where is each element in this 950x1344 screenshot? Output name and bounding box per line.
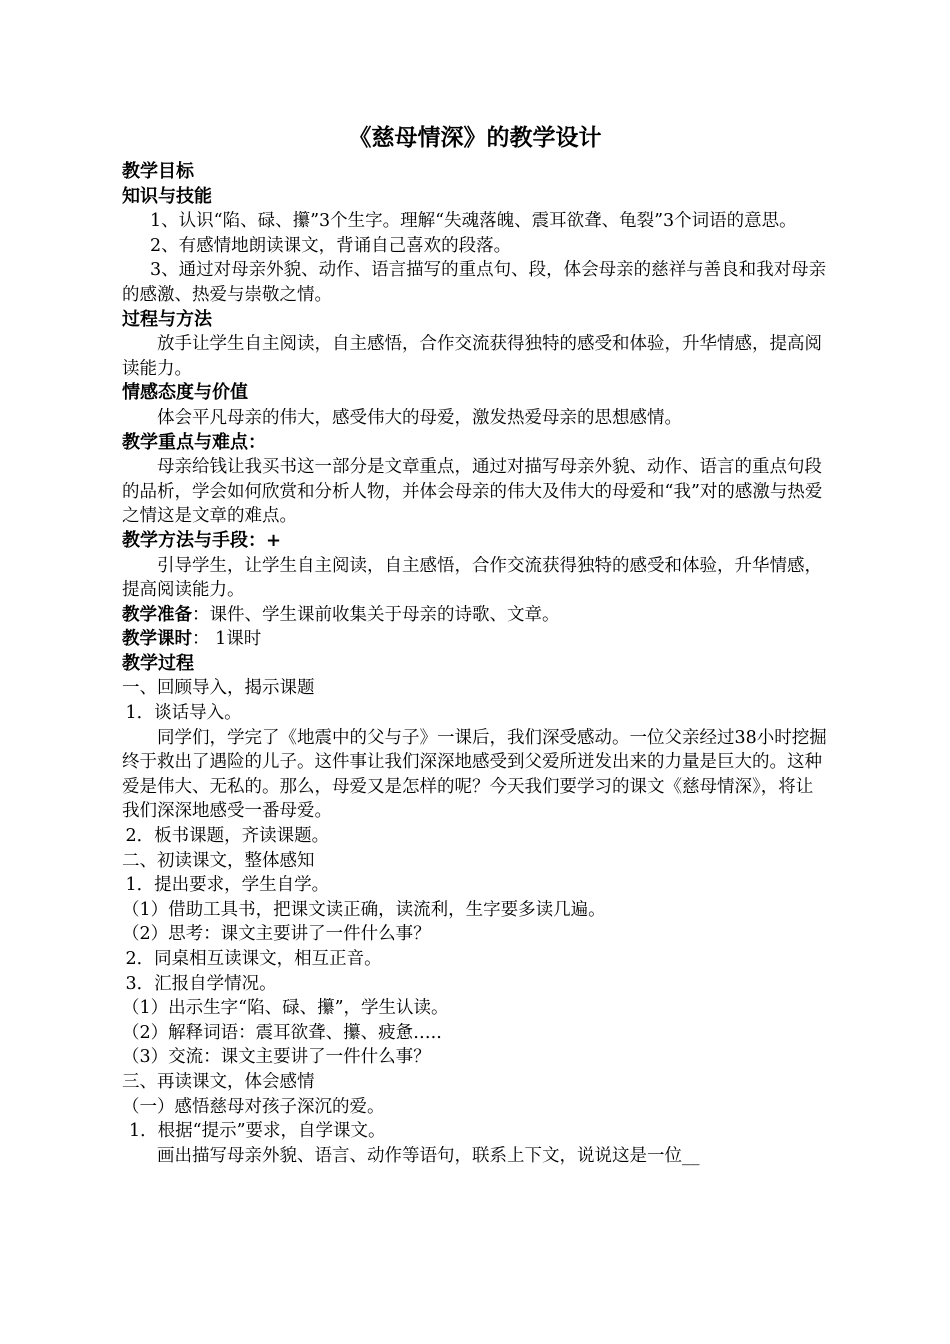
body-paragraph: 一、回顾导入，揭示课题 [122,678,315,699]
body-paragraph: 1．谈话导入。 [125,703,242,724]
body-paragraph: 引导学生，让学生自主阅读，自主感悟，合作交流获得独特的感受和体验，升华情感，提高阅读能力。 [122,555,822,601]
section-heading: 教学过程 [122,652,194,674]
section-heading: 过程与方法 [122,308,212,330]
line-label: 教学准备 [122,604,192,625]
line-text: ：课件、学生课前收集关于母亲的诗歌、文章。 [192,604,560,625]
section-heading: 教学方法与手段：+ [122,529,282,551]
section-heading: 情感态度与价值 [122,382,248,404]
section-heading: 教学重点与难点： [122,431,266,453]
body-paragraph: 体会平凡母亲的伟大，感受伟大的母爱，激发热爱母亲的思想感情。 [157,407,682,428]
body-paragraph: 2．板书课题，齐读课题。 [125,826,330,847]
body-paragraph: 1、认识“陷、碌、攥”3个生字。理解“失魂落魄、震耳欲聋、龟裂”3个词语的意思。 [150,211,797,232]
body-paragraph: （3）交流：课文主要讲了一件什么事？ [122,1047,431,1068]
body-paragraph: （1）出示生字“陷、碌、攥”，学生认读。 [122,998,449,1019]
section-heading: 教学目标 [122,161,194,182]
body-paragraph: 2、有感情地朗读课文，背诵自己喜欢的段落。 [150,235,512,256]
line-label: 教学课时 [122,629,192,650]
labeled-line [122,627,828,652]
body-paragraph: 放手让学生自主阅读，自主感悟，合作交流获得独特的感受和体验，升华情感，提高阅读能力。 [122,334,822,379]
document-page [122,118,828,1168]
body-paragraph: 3．汇报自学情况。 [125,973,277,994]
body-paragraph: 3、通过对母亲外貌、动作、语言描写的重点句、段，体会母亲的慈祥与善良和我对母亲的感激、热爱与崇敬之情。 [122,260,827,305]
body-paragraph: 1．根据“提示”要求，自学课文。 [129,1121,386,1142]
body-paragraph: 2．同桌相互读课文，相互正音。 [125,949,382,969]
body-paragraph: 母亲给钱让我买书这一部分是文章重点，通过对描写母亲外貌、动作、语言的重点句段的品析，学会如何欣赏和分析人物，并体会母亲的伟大及伟大的母爱和“我”对的感激与热爱之情这是文章的难点。 [122,457,823,527]
body-paragraph: （一）感悟慈母对孩子深沉的爱。 [122,1096,385,1117]
body-paragraph: 画出描写母亲外貌、语言、动作等语句，联系上下文，说说这是一位__ [157,1145,700,1166]
body-paragraph: （1）借助工具书，把课文读正确，读流利，生字要多读几遍。 [122,899,606,920]
body-paragraph: （2）解释词语：震耳欲聋、攥、疲惫….. [122,1022,442,1043]
document-body [122,160,828,1168]
body-paragraph: 三、再读课文，体会感情 [122,1071,315,1092]
labeled-line [122,603,828,628]
document-title: 《慈母情深》的教学设计 [348,124,602,151]
body-paragraph: 二、初读课文，整体感知 [122,850,315,871]
line-text: ： 1课时 [192,629,262,650]
body-paragraph: 同学们，学完了《地震中的父与子》一课后，我们深受感动。一位父亲经过38小时挖掘终于救出了遇险的儿子。这件事让我们深深地感受到父爱所迸发出来的力量是巨大的。这种爱是伟大、无私的。那么，母爱又是怎样的呢？今天我们要学习的课文《慈母情深》，将让我们深深地感受一番母爱。 [122,727,827,822]
section-heading: 知识与技能 [122,185,212,207]
body-paragraph: 1．提出要求，学生自学。 [125,875,330,896]
body-paragraph: （2）思考：课文主要讲了一件什么事？ [122,924,431,945]
